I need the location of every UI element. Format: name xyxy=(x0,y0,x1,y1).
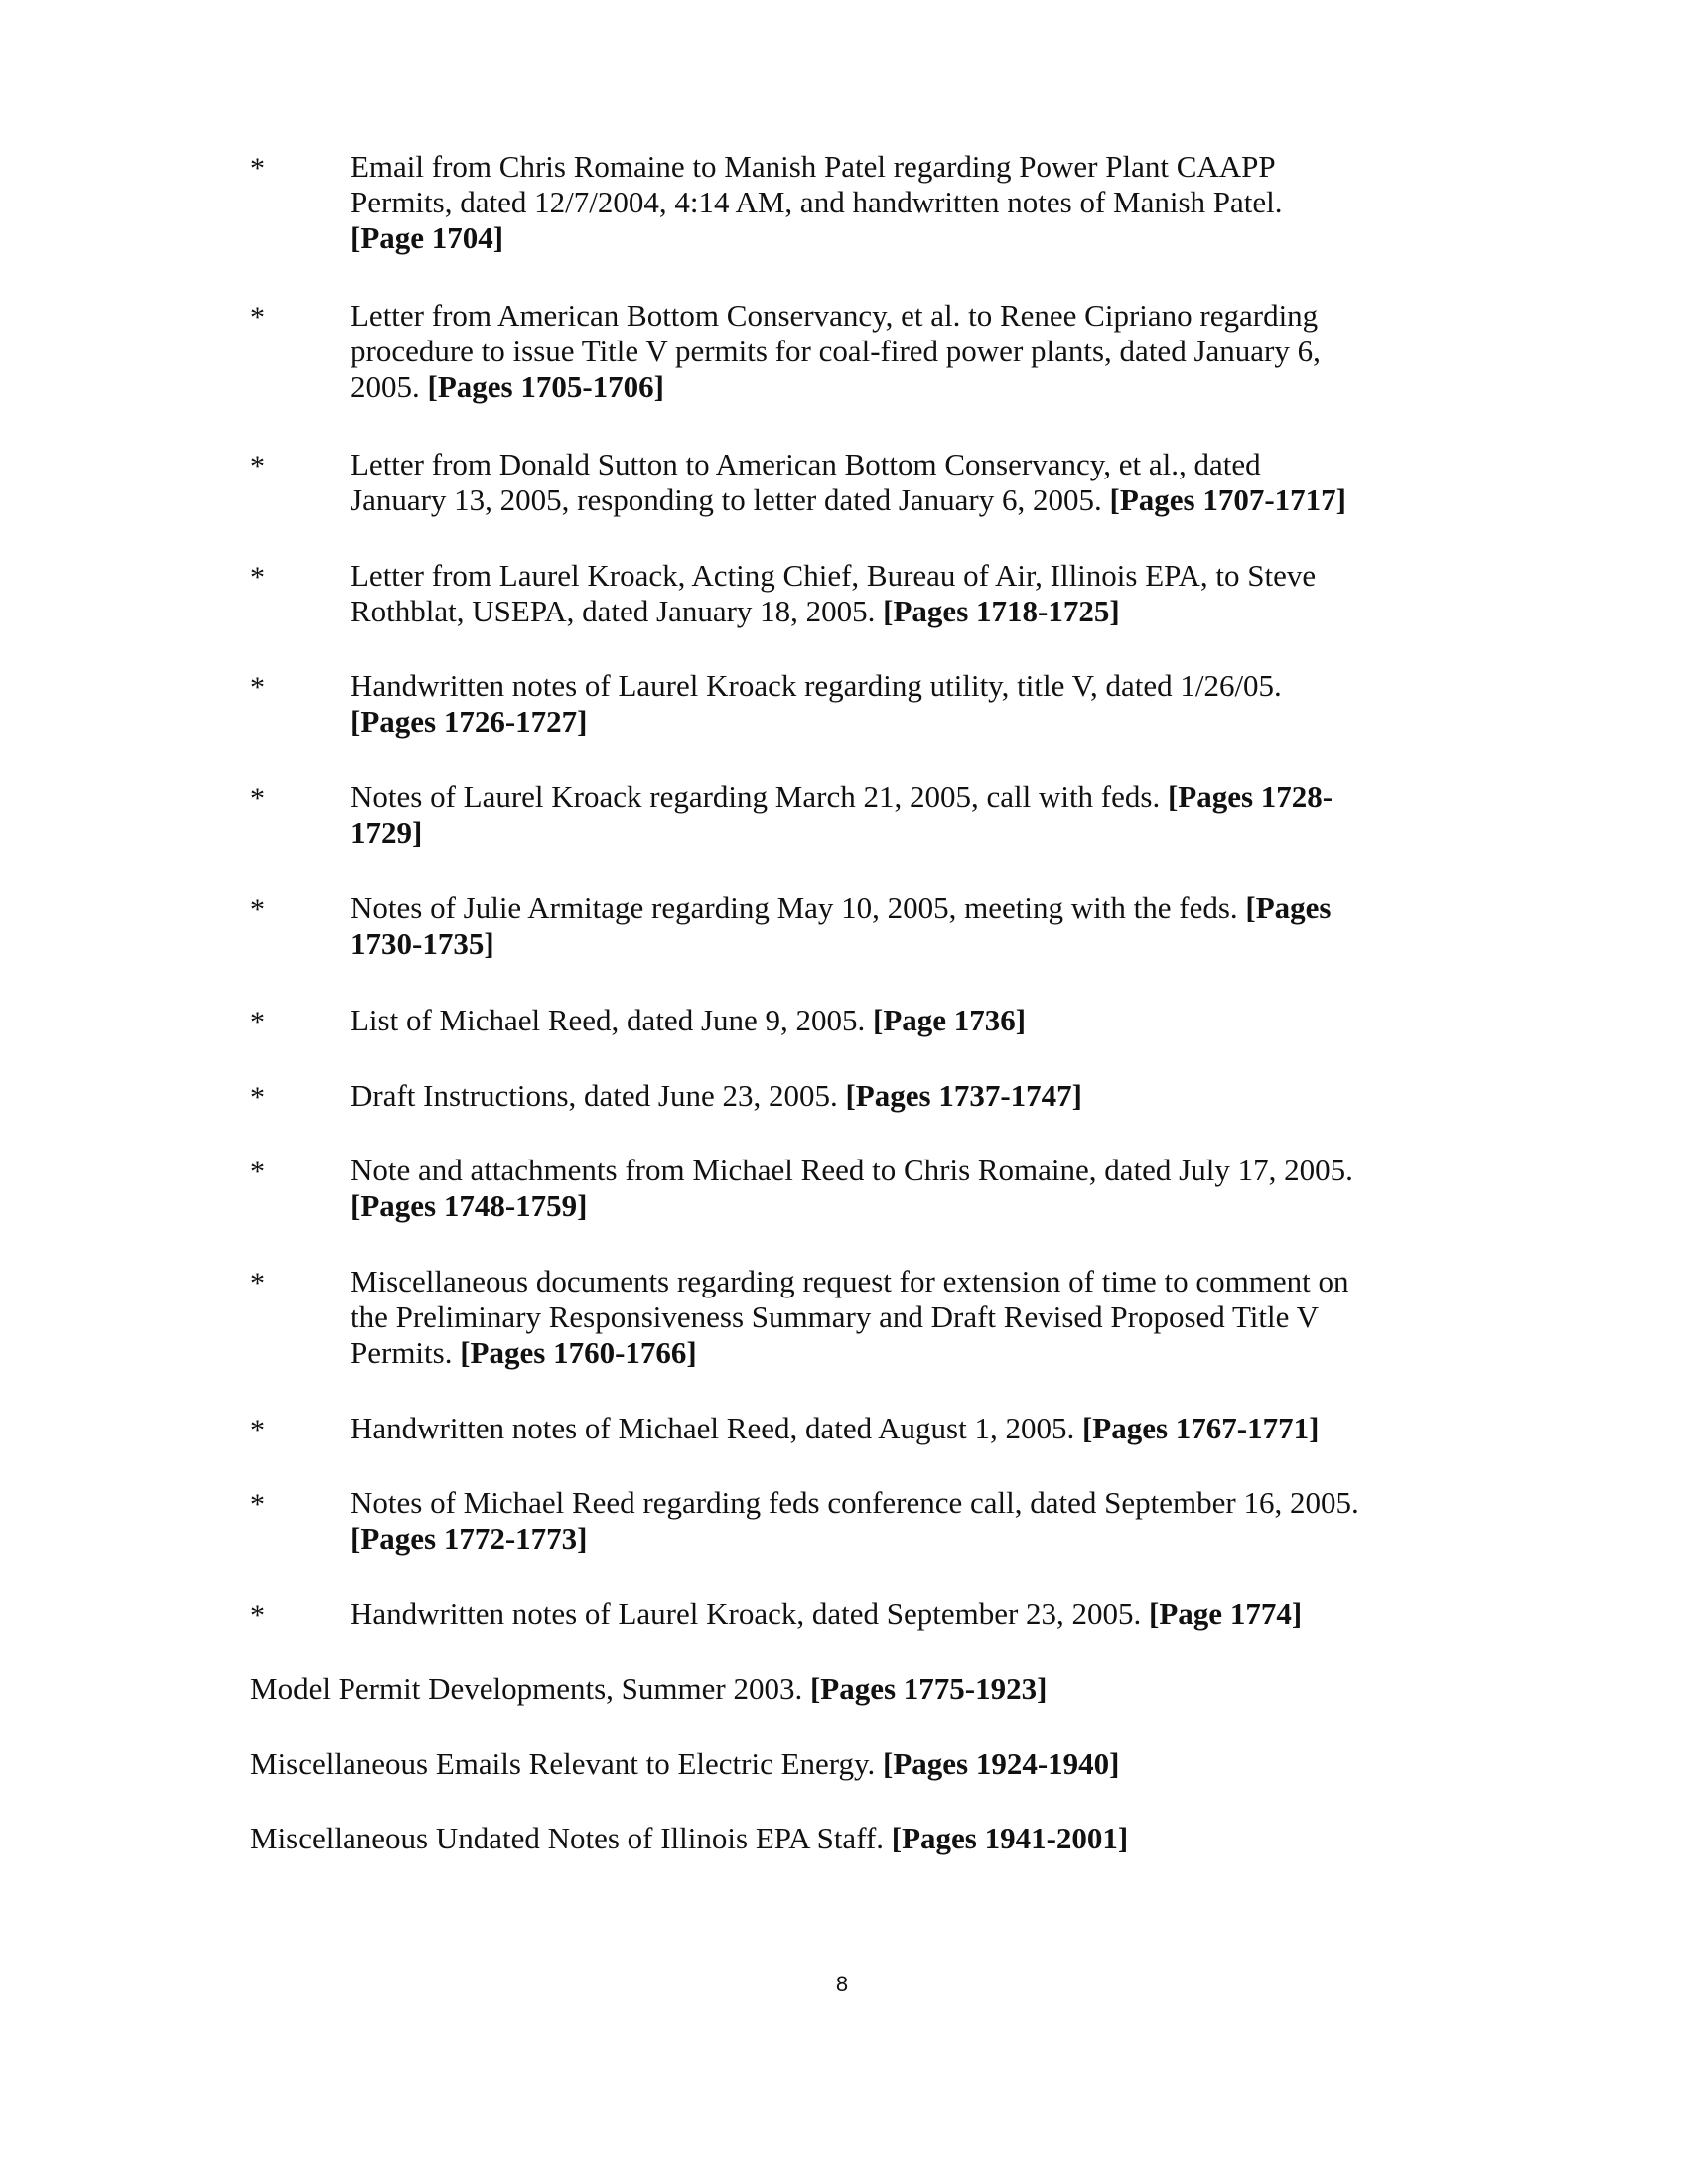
list-item-text xyxy=(351,298,1443,405)
section-entry xyxy=(250,1821,1128,1856)
list-item-line: the Preliminary Responsiveness Summary and Draft Revised Proposed Title V xyxy=(351,1299,1319,1334)
list-item-text xyxy=(351,1153,1443,1224)
bullet-marker: * xyxy=(250,301,265,334)
page-reference: [Page 1774] xyxy=(1149,1596,1303,1631)
page-reference: [Page 1704] xyxy=(351,220,504,255)
bullet-marker: * xyxy=(250,450,265,482)
list-item-line: Draft Instructions, dated June 23, 2005. xyxy=(351,1078,846,1113)
list-item-line: Permits. xyxy=(351,1335,461,1370)
page-reference: 1730-1735] xyxy=(351,926,494,961)
bullet-marker: * xyxy=(250,561,265,594)
page-reference: [Page 1736] xyxy=(873,1003,1027,1037)
list-item-line: Note and attachments from Michael Reed to Chris Romaine, dated July 17, 2005. xyxy=(351,1153,1353,1187)
page-reference: [Pages 1737-1747] xyxy=(845,1078,1082,1113)
list-item-line: Handwritten notes of Laurel Kroack regarding utility, title V, dated 1/26/05. xyxy=(351,668,1282,703)
list-item-line: Permits, dated 12/7/2004, 4:14 AM, and handwritten notes of Manish Patel. xyxy=(351,185,1283,219)
page-reference: [Pages 1707-1717] xyxy=(1109,482,1346,517)
bullet-marker: * xyxy=(250,1488,265,1521)
bullet-marker: * xyxy=(250,152,265,185)
bullet-marker: * xyxy=(250,782,265,815)
page-reference: [Pages 1748-1759] xyxy=(351,1188,588,1223)
list-item-text xyxy=(351,890,1443,962)
list-item-text xyxy=(351,1078,1443,1114)
page-reference: [Pages 1941-2001] xyxy=(891,1821,1129,1855)
list-item-line: Letter from Laurel Kroack, Acting Chief, Bureau of Air, Illinois EPA, to Steve xyxy=(351,558,1317,593)
list-item-text xyxy=(351,779,1443,851)
list-item-text xyxy=(351,1003,1443,1038)
list-item-line: 2005. xyxy=(351,369,428,404)
list-item-line: Email from Chris Romaine to Manish Patel regarding Power Plant CAAPP xyxy=(351,149,1276,184)
section-entry-text: Model Permit Developments, Summer 2003. xyxy=(250,1671,810,1706)
page-reference: [Pages 1924-1940] xyxy=(883,1746,1120,1781)
list-item-text xyxy=(351,1596,1443,1632)
page-reference: [Pages 1728- xyxy=(1167,779,1333,814)
list-item-line: January 13, 2005, responding to letter dated January 6, 2005. xyxy=(351,482,1110,517)
page-reference: [Pages 1705-1706] xyxy=(427,369,664,404)
section-entry xyxy=(250,1671,1047,1706)
section-entry xyxy=(250,1746,1120,1782)
section-entry-text: Miscellaneous Undated Notes of Illinois EPA Staff. xyxy=(250,1821,892,1855)
page-reference: [Pages 1772-1773] xyxy=(351,1521,588,1556)
list-item-text xyxy=(351,1264,1443,1371)
list-item-text xyxy=(351,447,1443,518)
page-reference: [Pages 1775-1923] xyxy=(809,1671,1048,1706)
list-item-line: Rothblat, USEPA, dated January 18, 2005. xyxy=(351,594,884,628)
bullet-marker: * xyxy=(250,1006,265,1038)
list-item-line: List of Michael Reed, dated June 9, 2005. xyxy=(351,1003,874,1037)
bullet-marker: * xyxy=(250,1156,265,1188)
page-reference: [Pages 1760-1766] xyxy=(460,1335,697,1370)
page-number: 8 xyxy=(835,1972,849,1996)
list-item-text xyxy=(351,668,1443,740)
bullet-marker: * xyxy=(250,1599,265,1632)
bullet-marker: * xyxy=(250,1081,265,1114)
bullet-marker: * xyxy=(250,671,265,704)
page-reference: [Pages 1718-1725] xyxy=(883,594,1120,628)
list-item-text xyxy=(351,558,1443,629)
bullet-marker: * xyxy=(250,1267,265,1299)
list-item-line: Letter from Donald Sutton to American Bottom Conservancy, et al., dated xyxy=(351,447,1261,481)
list-item-line: Miscellaneous documents regarding request for extension of time to comment on xyxy=(351,1264,1349,1298)
section-entry-text: Miscellaneous Emails Relevant to Electric Energy. xyxy=(250,1746,884,1781)
list-item-text xyxy=(351,149,1443,256)
bullet-marker: * xyxy=(250,1414,265,1446)
page-reference: [Pages 1767-1771] xyxy=(1081,1411,1320,1445)
list-item-text xyxy=(351,1411,1443,1446)
list-item-line: Handwritten notes of Laurel Kroack, dated September 23, 2005. xyxy=(351,1596,1150,1631)
list-item-line: Notes of Julie Armitage regarding May 10, 2005, meeting with the feds. xyxy=(351,890,1246,925)
list-item-line: Letter from American Bottom Conservancy, et al. to Renee Cipriano regarding xyxy=(351,298,1319,333)
list-item-line: Notes of Laurel Kroack regarding March 21, 2005, call with feds. xyxy=(351,779,1168,814)
list-item-line: procedure to issue Title V permits for coal-fired power plants, dated January 6, xyxy=(351,334,1321,368)
list-item-line: Handwritten notes of Michael Reed, dated August 1, 2005. xyxy=(351,1411,1082,1445)
page-reference: [Pages 1726-1727] xyxy=(351,704,588,739)
bullet-marker: * xyxy=(250,893,265,926)
list-item-text xyxy=(351,1485,1443,1557)
page-reference: [Pages xyxy=(1245,890,1332,925)
page-reference: 1729] xyxy=(351,815,423,850)
list-item-line: Notes of Michael Reed regarding feds conference call, dated September 16, 2005. xyxy=(351,1485,1359,1520)
